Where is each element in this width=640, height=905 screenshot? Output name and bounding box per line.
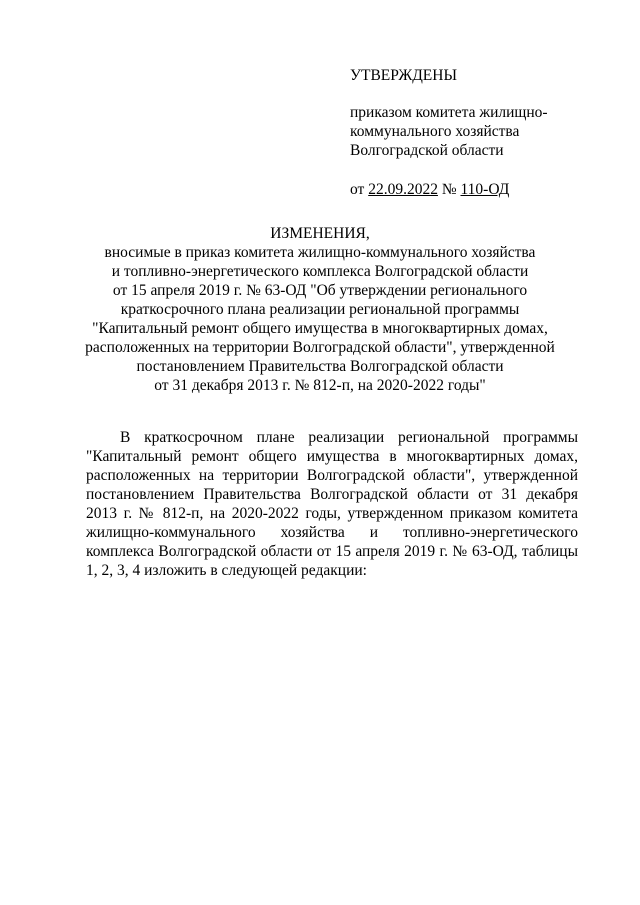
changes-line: от 15 апреля 2019 г. № 63-ОД "Об утверждении регионального — [112, 282, 528, 299]
changes-heading-block — [70, 224, 570, 395]
approval-line: Волгоградской области — [350, 142, 504, 159]
approval-line: приказом комитета жилищно- — [350, 104, 548, 121]
changes-line: расположенных на территории Волгоградской области", утвержденной — [85, 339, 555, 356]
date-prefix: от — [350, 181, 369, 198]
body-paragraph: В краткосрочном плане реализации региональной программы "Капитальный ремонт общего имущества в многоквартирных домах, расположенных на территории Волгоградской области", утвержденной постановлением Правительства Волгоградской области от 31 декабря 2013 г. № 812-п, на 2020-2022 годы, утвержденном приказом комитета жилищно-коммунального хозяйства и топливно-энергетического комплекса Волгоградской области от 15 апреля 2019 г. № 63-ОД, таблицы 1, 2, 3, 4 изложить в следующей редакции: — [86, 428, 578, 579]
approval-date-line — [350, 180, 610, 199]
approval-title: УТВЕРЖДЕНЫ — [350, 67, 457, 84]
approval-number: 110-ОД — [460, 181, 510, 198]
changes-heading: ИЗМЕНЕНИЯ, — [270, 225, 370, 242]
changes-line: вносимые в приказ комитета жилищно-коммунального хозяйства — [104, 244, 536, 261]
changes-line: краткосрочного плана реализации региональной программы — [120, 301, 520, 318]
approval-date: 22.09.2022 — [368, 181, 438, 198]
changes-line: и топливно-энергетического комплекса Волгоградской области — [111, 263, 529, 280]
changes-line: от 31 декабря 2013 г. № 812-п, на 2020-2022 годы" — [154, 377, 486, 394]
approval-body — [350, 103, 610, 160]
approval-line: коммунального хозяйства — [350, 123, 520, 140]
changes-line: "Капитальный ремонт общего имущества в многоквартирных домах, — [92, 320, 548, 337]
approval-block — [350, 66, 610, 199]
changes-line: постановлением Правительства Волгоградской области — [136, 358, 504, 375]
number-sign: № — [437, 181, 461, 198]
